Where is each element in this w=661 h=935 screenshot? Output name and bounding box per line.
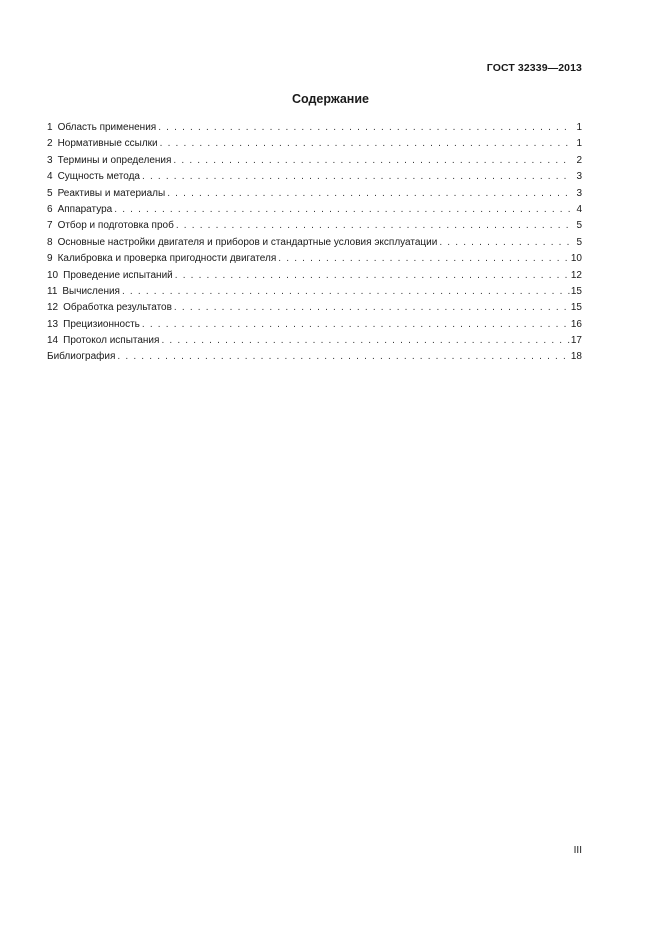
toc-entry-number: 7 xyxy=(47,220,53,232)
toc-entry[interactable] xyxy=(47,218,582,234)
toc-leader-dots xyxy=(437,235,570,251)
toc-entry-title: Аппаратура xyxy=(57,203,113,215)
toc-entry-page: 15 xyxy=(570,285,582,297)
toc-entry[interactable] xyxy=(47,317,582,333)
toc-entry-page: 3 xyxy=(576,171,582,183)
toc-leader-dots xyxy=(120,284,570,300)
toc-leader-dots xyxy=(159,333,570,349)
toc-entry-title: Реактивы и материалы xyxy=(57,187,166,199)
toc-entry-title: Термины и определения xyxy=(57,154,172,166)
page-number: III xyxy=(573,845,582,856)
toc-entry-number: 9 xyxy=(47,253,53,265)
toc-entry-page: 10 xyxy=(570,253,582,265)
toc-entry-title: Нормативные ссылки xyxy=(57,138,158,150)
toc-entry-bibliography[interactable] xyxy=(47,349,582,365)
toc-entry-number: 10 xyxy=(47,269,59,281)
toc-leader-dots xyxy=(140,317,570,333)
toc-entry-number: 3 xyxy=(47,154,53,166)
toc-leader-dots xyxy=(276,251,570,267)
toc-entry[interactable] xyxy=(47,333,582,349)
toc-entry-page: 5 xyxy=(576,220,582,232)
toc-entry-number: 13 xyxy=(47,318,59,330)
toc-leader-dots xyxy=(173,268,570,284)
toc-leader-dots xyxy=(115,349,570,365)
toc-entry-number: 5 xyxy=(47,187,53,199)
toc-entry-number: 2 xyxy=(47,138,53,150)
toc-entry-number: 4 xyxy=(47,171,53,183)
toc-entry-page: 4 xyxy=(576,203,582,215)
toc-leader-dots xyxy=(140,169,570,185)
toc-entry-page: 18 xyxy=(570,351,582,363)
toc-entry-page: 5 xyxy=(576,236,582,248)
toc-entry-title: Библиография xyxy=(47,351,116,363)
toc-entry[interactable] xyxy=(47,284,582,300)
toc-leader-dots xyxy=(172,300,570,316)
document-code: ГОСТ 32339—2013 xyxy=(486,62,582,74)
toc-entry-number: 6 xyxy=(47,203,53,215)
toc-entry-number: 14 xyxy=(47,335,59,347)
toc-entry[interactable] xyxy=(47,136,582,152)
toc-leader-dots xyxy=(112,202,570,218)
toc-entry-title: Протокол испытания xyxy=(63,335,160,347)
toc-entry-page: 17 xyxy=(570,335,582,347)
toc-entry-page: 3 xyxy=(576,187,582,199)
toc-entry[interactable] xyxy=(47,235,582,251)
toc-entry[interactable] xyxy=(47,186,582,202)
toc-entry-title: Обработка результатов xyxy=(63,302,172,314)
toc-entry[interactable] xyxy=(47,300,582,316)
toc-entry[interactable] xyxy=(47,202,582,218)
toc-entry-title: Проведение испытаний xyxy=(63,269,173,281)
toc-entry-number: 1 xyxy=(47,122,53,133)
toc-entry-title: Основные настройки двигателя и приборов и стандартные условия эксплуатации xyxy=(57,236,438,248)
toc-entry[interactable] xyxy=(47,251,582,267)
table-of-contents xyxy=(47,120,582,366)
toc-entry-title: Отбор и подготовка проб xyxy=(57,220,174,232)
toc-entry-title: Калибровка и проверка пригодности двигателя xyxy=(57,253,277,265)
toc-entry-title: Прецизионность xyxy=(63,318,140,330)
toc-entry-title: Вычисления xyxy=(62,285,120,297)
toc-title: Содержание xyxy=(291,92,369,106)
toc-entry-page: 1 xyxy=(576,138,582,150)
toc-entry-number: 12 xyxy=(47,302,59,314)
toc-entry-title: Область применения xyxy=(57,122,157,133)
toc-leader-dots xyxy=(165,186,570,202)
toc-entry-title: Сущность метода xyxy=(57,171,140,183)
toc-leader-dots xyxy=(156,120,570,136)
toc-entry[interactable] xyxy=(47,169,582,185)
toc-entry-page: 16 xyxy=(570,318,582,330)
toc-entry-page: 2 xyxy=(576,154,582,166)
toc-entry-page: 1 xyxy=(576,122,582,133)
toc-entry-page: 15 xyxy=(570,302,582,314)
toc-entry[interactable] xyxy=(47,268,582,284)
toc-entry-page: 12 xyxy=(570,269,582,281)
toc-entry[interactable] xyxy=(47,120,582,136)
toc-leader-dots xyxy=(171,153,570,169)
toc-entry-number: 8 xyxy=(47,236,53,248)
toc-leader-dots xyxy=(174,218,570,234)
toc-entry-number: 11 xyxy=(47,285,58,297)
toc-entry[interactable] xyxy=(47,153,582,169)
toc-leader-dots xyxy=(158,136,570,152)
